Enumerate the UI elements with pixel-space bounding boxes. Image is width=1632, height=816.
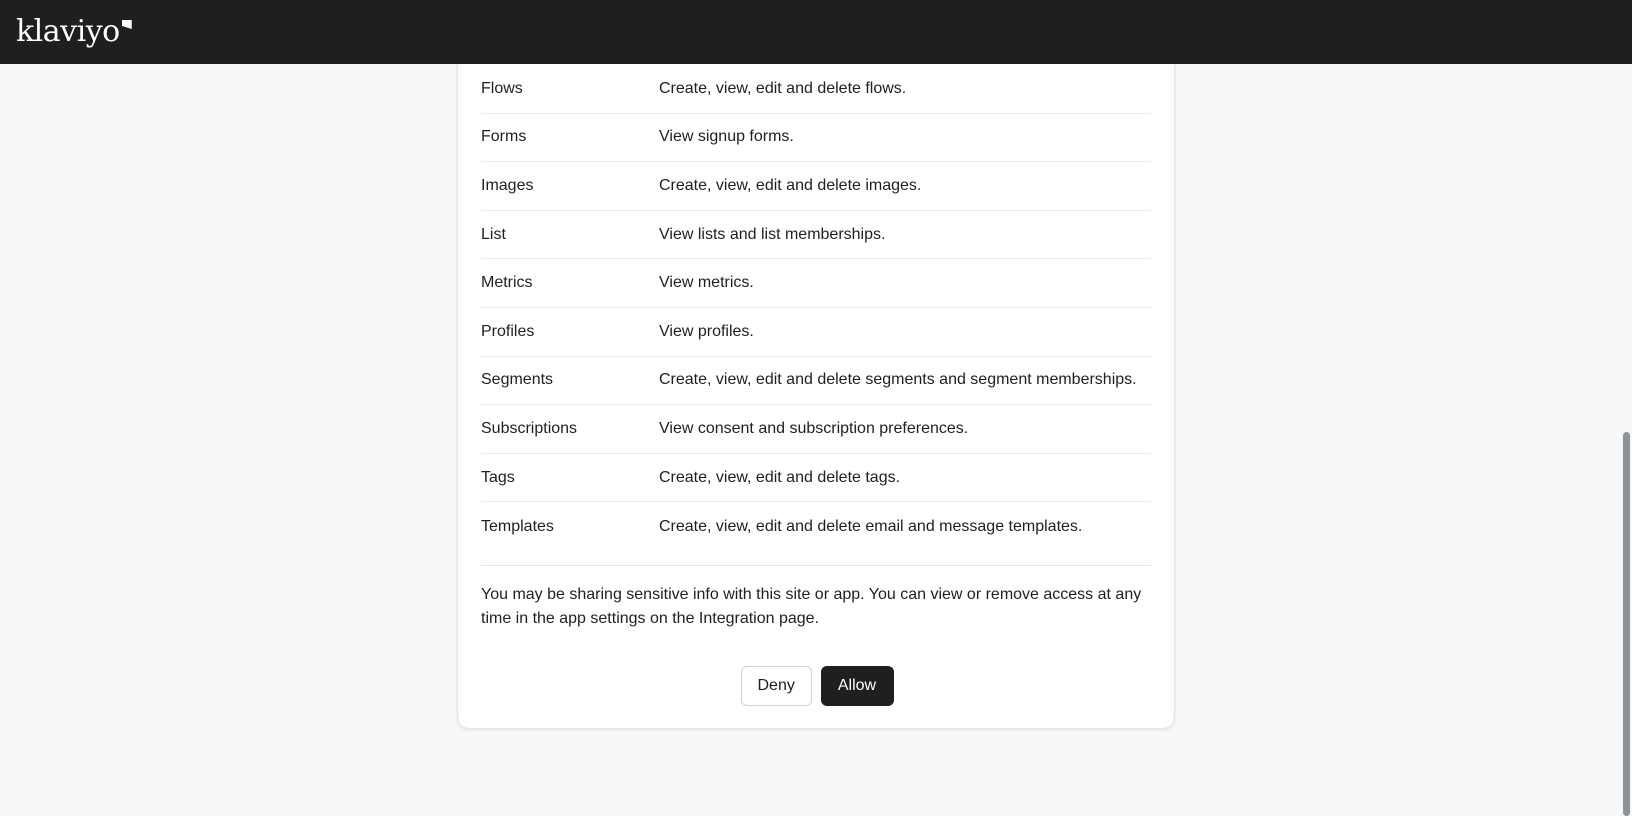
permission-name: Images [481, 176, 534, 194]
permission-description: Create, view, edit and delete tags. [659, 468, 901, 486]
permission-row [481, 259, 1151, 308]
permission-description: Create, view, edit and delete email and message templates. [659, 517, 1083, 535]
permission-row [481, 114, 1151, 163]
permission-description: View lists and list memberships. [659, 225, 886, 243]
permission-name: Subscriptions [481, 419, 578, 437]
sharing-notice: You may be sharing sensitive info with this site or app. You can view or remove access at any time in the app settings on the Integration page. [481, 586, 1142, 627]
permission-row [481, 65, 1151, 114]
page-scrollbar[interactable] [1620, 64, 1632, 754]
permission-row [481, 162, 1151, 211]
permission-name: Segments [481, 371, 554, 389]
deny-button[interactable]: Deny [741, 666, 812, 706]
permission-row [481, 357, 1151, 406]
klaviyo-flag-icon [122, 20, 132, 29]
section-divider [481, 565, 1151, 566]
permission-description: View profiles. [659, 322, 754, 340]
authorization-card [457, 30, 1175, 729]
permission-name: List [481, 225, 506, 243]
permission-description: View metrics. [659, 274, 754, 292]
permission-row [481, 405, 1151, 454]
permission-row [481, 454, 1151, 503]
permission-row [481, 211, 1151, 260]
allow-button[interactable]: Allow [821, 666, 894, 706]
permission-name: Profiles [481, 322, 535, 340]
logo-text: klaviyo [16, 14, 120, 49]
permission-description: Create, view, edit and delete images. [659, 176, 922, 194]
permission-row [481, 502, 1151, 551]
permission-row [481, 308, 1151, 357]
permission-name: Templates [481, 517, 554, 535]
permission-name: Forms [481, 128, 527, 146]
klaviyo-logo[interactable] [16, 14, 132, 49]
permission-name: Tags [481, 468, 515, 486]
top-bar [0, 0, 1632, 64]
permission-description: View signup forms. [659, 128, 794, 146]
permissions-table [481, 65, 1151, 551]
permission-description: View consent and subscription preferences. [659, 419, 969, 437]
permission-name: Flows [481, 79, 523, 97]
permission-description: Create, view, edit and delete flows. [659, 79, 907, 97]
action-buttons [458, 666, 1176, 706]
permission-description: Create, view, edit and delete segments and segment memberships. [659, 371, 1137, 389]
scrollbar-thumb[interactable] [1623, 432, 1630, 816]
permission-name: Metrics [481, 274, 533, 292]
